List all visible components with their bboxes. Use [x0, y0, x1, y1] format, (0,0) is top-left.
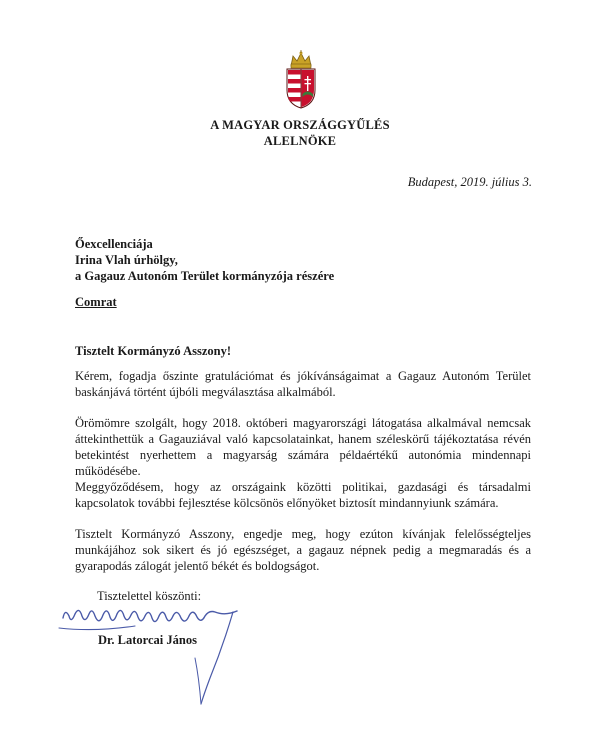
addressee-block	[75, 236, 334, 284]
closing-line: Tisztelettel köszönti:	[97, 589, 202, 603]
body-paragraph: Tisztelt Kormányzó Asszony, engedje meg, hogy ezúton kívánjak felelősségteljes munkájához sok sikert és jó egészséget, a gagauz népnek pedig a megmaradás és a gyarapodás zálogát jelentő békét és boldogságot.	[75, 527, 531, 573]
letterhead-subtitle: ALELNÖKE	[263, 134, 337, 148]
hungarian-coat-of-arms-icon	[283, 50, 319, 110]
signer-name: Dr. Latorcai János	[98, 633, 197, 647]
body-paragraph: Kérem, fogadja őszinte gratulációmat és jókívánságaimat a Gagauz Autonóm Terület baskánjává történt újbóli megválasztása alkalmából.	[75, 369, 531, 399]
letterhead-title: A MAGYAR ORSZÁGGYŰLÉS	[210, 118, 390, 132]
handwritten-signature	[55, 598, 255, 710]
letter-date: Budapest, 2019. július 3.	[407, 175, 532, 189]
salutation: Tisztelt Kormányzó Asszony!	[75, 344, 232, 358]
body-paragraph: Örömömre szolgált, hogy 2018. októberi magyarországi látogatása alkalmával nemcsak áttekinthettük a Gagauziával való kapcsolatainkat, hanem széleskörű tájékoztatása révén betekintést nyerhettem a magyarság számára példaértékű autonómia mindennapi működésébe.	[75, 416, 531, 478]
addressee-title: a Gagauz Autonóm Terület kormányzója részére	[75, 269, 335, 283]
addressee-city: Comrat	[75, 295, 117, 309]
addressee-name: Irina Vlah úrhölgy,	[75, 253, 178, 267]
addressee-honorific: Őexcellenciája	[75, 237, 153, 251]
letterhead	[0, 117, 600, 149]
body-paragraph: Meggyőződésem, hogy az országaink közötti politikai, gazdasági és társadalmi kapcsolatok további fejlesztése kölcsönös előnyöket biztosít mindannyiunk számára.	[75, 480, 531, 510]
